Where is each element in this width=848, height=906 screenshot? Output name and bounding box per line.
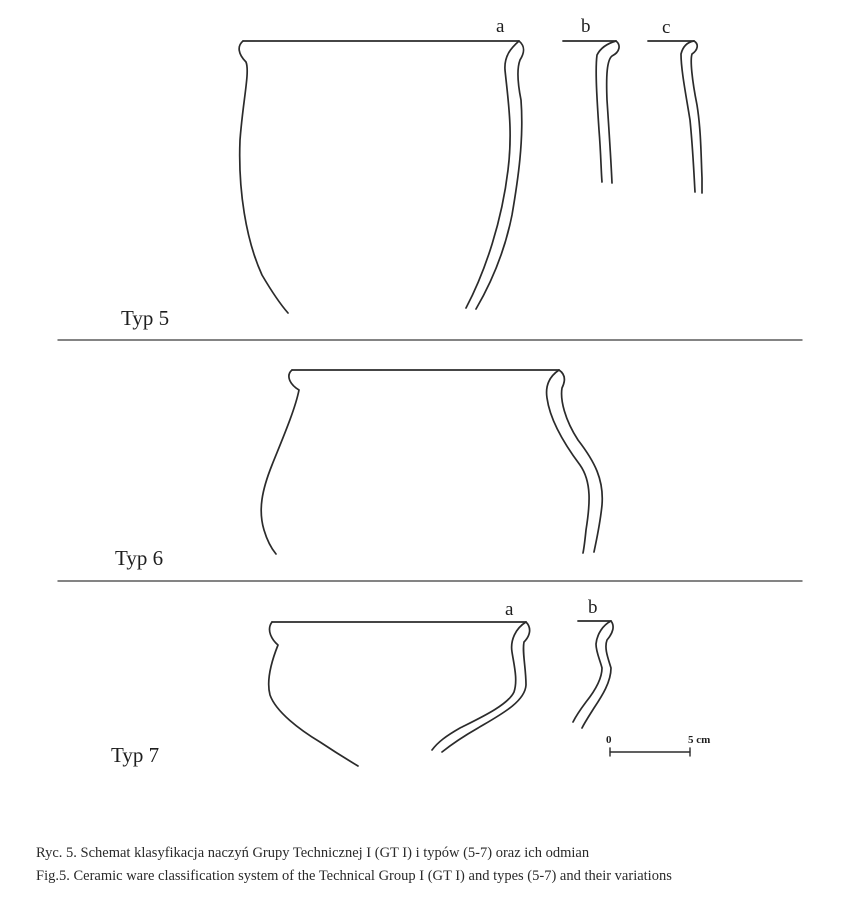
- typ6-right-profile-outer: [547, 370, 590, 553]
- typ5-variant-b-label: b: [581, 16, 591, 37]
- typ6-vessel: [261, 370, 602, 554]
- typ5c-inner: [691, 41, 702, 193]
- typ7-variant-b-label: b: [588, 597, 598, 618]
- typ5-vessel-a: [239, 41, 523, 313]
- typ5-label: Typ 5: [121, 306, 170, 330]
- typ7-right-profile-inner: [442, 622, 530, 752]
- typ7-right-profile-outer: [432, 622, 526, 750]
- typ6-left-profile: [261, 370, 299, 554]
- typ5-variant-a-label: a: [496, 16, 505, 37]
- typ5-right-profile-outer: [466, 41, 519, 308]
- typ7b-outer: [573, 621, 611, 722]
- typ7-vessel-a: [269, 622, 530, 766]
- scale-bar-start-label: 0: [606, 734, 612, 746]
- caption-polish: Ryc. 5. Schemat klasyfikacja naczyń Grupy Technicznej I (GT I) i typów (5-7) oraz ich odmian: [36, 845, 590, 861]
- typ5-variant-c-profile: [648, 41, 702, 193]
- typ5-variant-b-profile: [563, 41, 619, 183]
- typ6-right-profile-inner: [559, 370, 602, 552]
- typ5b-outer: [596, 41, 616, 182]
- scale-bar: [610, 748, 690, 756]
- typ7-variant-b-profile: [573, 621, 613, 728]
- typ7-label: Typ 7: [111, 743, 160, 767]
- scale-bar-end-label: 5 cm: [688, 734, 711, 746]
- typ5-left-profile: [239, 41, 288, 313]
- typ7-left-profile: [269, 622, 358, 766]
- typ7-variant-a-label: a: [505, 599, 514, 620]
- typ5b-inner: [607, 41, 619, 183]
- typ5c-outer: [681, 41, 695, 192]
- typ6-label: Typ 6: [115, 546, 164, 570]
- typ5-variant-c-label: c: [662, 17, 671, 38]
- caption-english: Fig.5. Ceramic ware classification system of the Technical Group I (GT I) and types (5-7) and their variations: [36, 868, 672, 884]
